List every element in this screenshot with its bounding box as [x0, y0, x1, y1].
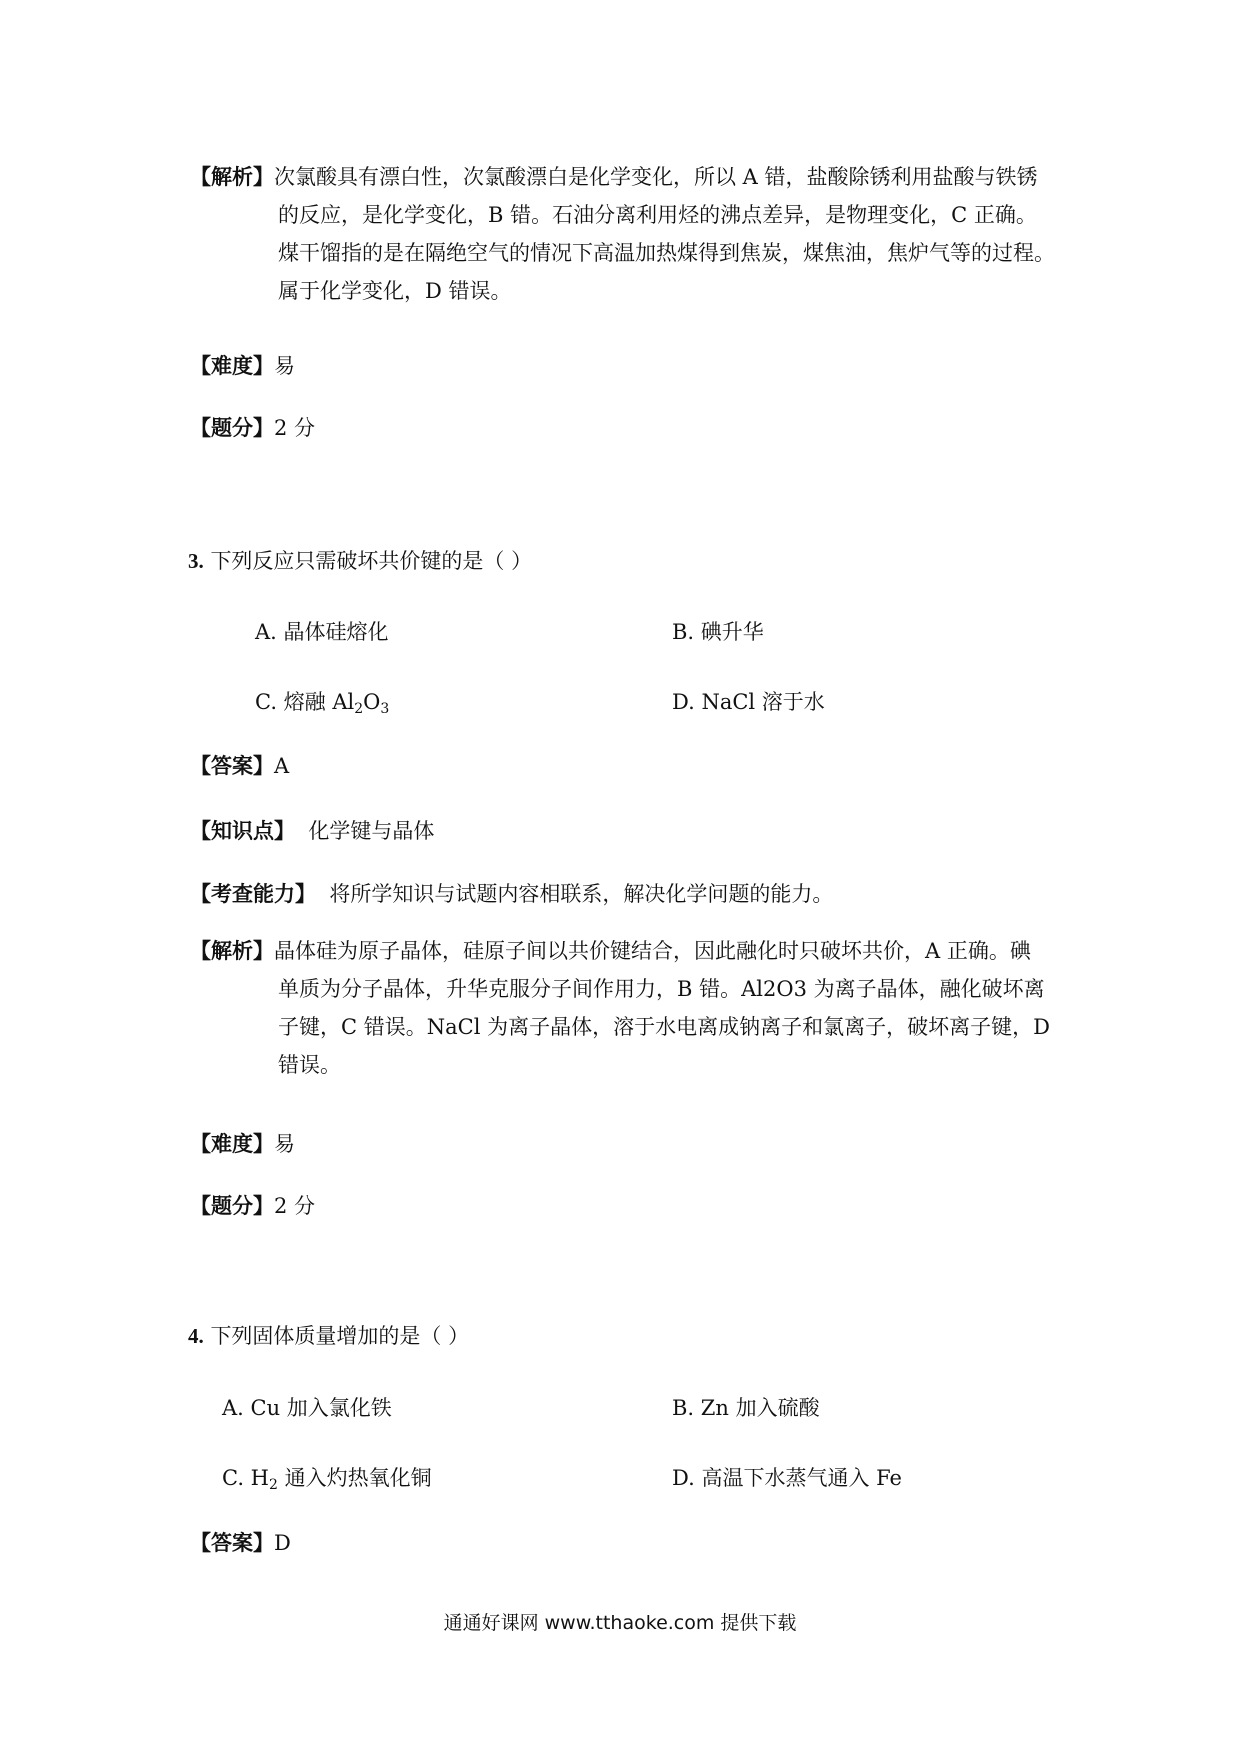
analysis-line: 错误。	[278, 1053, 341, 1077]
difficulty-value: 易	[274, 1132, 295, 1156]
q4-option-b: B. Zn 加入硫酸	[672, 1396, 820, 1420]
subscript: 3	[380, 701, 390, 717]
answer-value: D	[274, 1531, 291, 1555]
q3-option-d: D. NaCl 溶于水	[672, 690, 825, 714]
analysis-line: 煤干馏指的是在隔绝空气的情况下高温加热煤得到焦炭，煤焦油，焦炉气等的过程。	[278, 241, 1055, 265]
answer-tag: 【答案】	[190, 1531, 274, 1555]
analysis-line: 晶体硅为原子晶体，硅原子间以共价键结合，因此融化时只破坏共价，A 正确。碘	[274, 939, 1031, 963]
q3-answer	[190, 750, 289, 780]
knowledge-value: 化学键与晶体	[308, 819, 435, 843]
analysis-tag: 【解析】	[190, 939, 274, 963]
q2-score	[190, 412, 315, 442]
score-tag: 【题分】	[190, 1194, 274, 1218]
page-footer: 通通好课网 www.tthaoke.com 提供下载	[443, 1612, 797, 1634]
option-c-text: 通入灼热氧化铜	[277, 1466, 432, 1490]
q3-stem	[188, 545, 532, 575]
ability-tag: 【考查能力】	[190, 882, 316, 906]
q3-option-c	[255, 686, 389, 716]
q3-analysis	[190, 932, 1060, 1084]
difficulty-value: 易	[274, 354, 295, 378]
analysis-tag: 【解析】	[190, 165, 274, 189]
q3-option-b: B. 碘升华	[672, 620, 764, 644]
q3-score	[190, 1190, 315, 1220]
answer-value: A	[274, 754, 290, 778]
analysis-line: 次氯酸具有漂白性，次氯酸漂白是化学变化，所以 A 错，盐酸除锈利用盐酸与铁锈	[274, 165, 1038, 189]
answer-tag: 【答案】	[190, 754, 274, 778]
q4-option-d: D. 高温下水蒸气通入 Fe	[672, 1466, 902, 1490]
q4-stem	[188, 1320, 469, 1350]
difficulty-tag: 【难度】	[190, 354, 274, 378]
question-number: 3.	[188, 549, 204, 573]
q3-difficulty	[190, 1128, 295, 1158]
q3-ability	[190, 878, 833, 908]
q4-option-a: A. Cu 加入氯化铁	[222, 1396, 392, 1420]
difficulty-tag: 【难度】	[190, 1132, 274, 1156]
option-c-text: C. H	[222, 1466, 269, 1490]
q4-answer	[190, 1527, 291, 1557]
analysis-line: 属于化学变化，D 错误。	[278, 279, 512, 303]
ability-value: 将所学知识与试题内容相联系，解决化学问题的能力。	[329, 882, 834, 906]
q2-difficulty	[190, 350, 295, 380]
q4-option-c	[222, 1462, 432, 1492]
analysis-line: 单质为分子晶体，升华克服分子间作用力，B 错。Al2O3 为离子晶体，融化破坏离	[278, 977, 1045, 1001]
knowledge-tag: 【知识点】	[190, 819, 295, 843]
score-value: 2 分	[274, 1194, 316, 1218]
question-number: 4.	[188, 1324, 204, 1348]
question-text: 下列固体质量增加的是（ ）	[210, 1324, 470, 1348]
subscript: 2	[354, 701, 364, 717]
question-text: 下列反应只需破坏共价键的是（ ）	[210, 549, 533, 573]
score-value: 2 分	[274, 416, 316, 440]
q3-option-a: A. 晶体硅熔化	[255, 620, 389, 644]
analysis-line: 子键，C 错误。NaCl 为离子晶体，溶于水电离成钠离子和氯离子，破坏离子键，D	[278, 1015, 1050, 1039]
option-c-text: O	[363, 690, 381, 714]
q3-knowledge	[190, 815, 434, 845]
subscript: 2	[268, 1477, 278, 1493]
analysis-line: 的反应，是化学变化，B 错。石油分离利用烃的沸点差异，是物理变化，C 正确。	[278, 203, 1037, 227]
q2-analysis	[190, 158, 1060, 310]
option-c-text: C. 熔融 Al	[255, 690, 355, 714]
score-tag: 【题分】	[190, 416, 274, 440]
